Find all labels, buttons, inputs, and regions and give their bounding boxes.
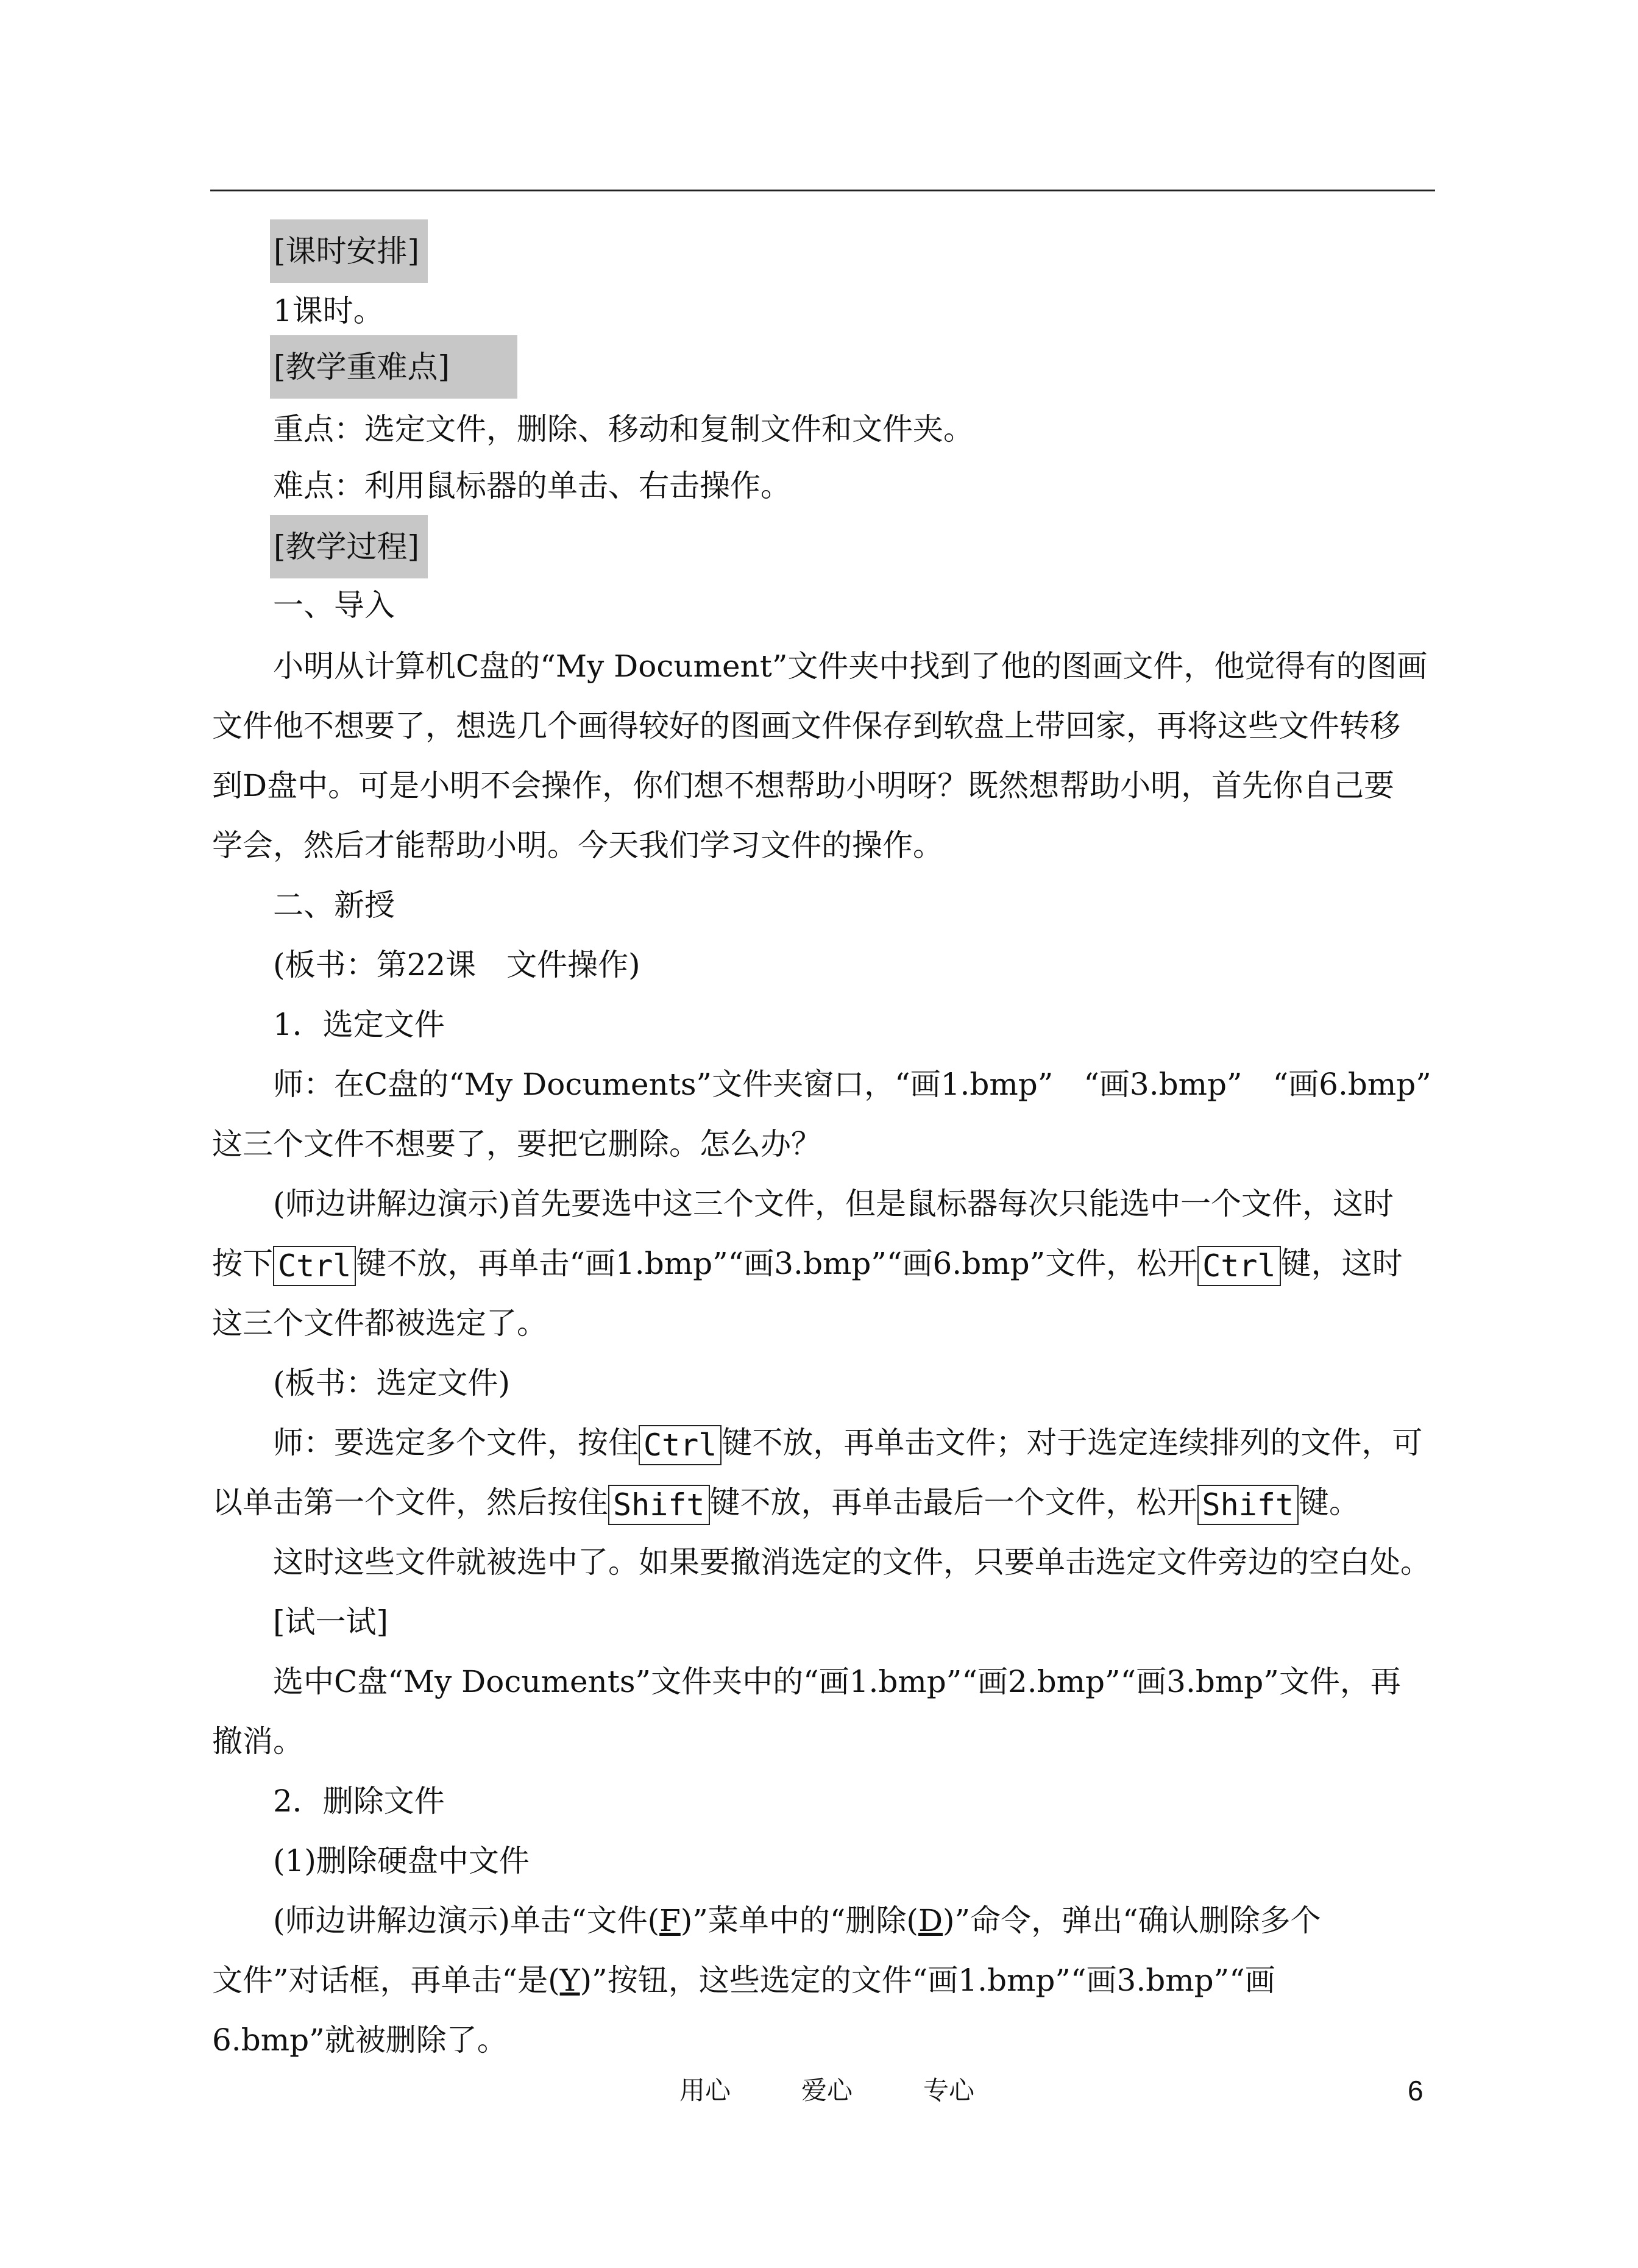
demo-text: 按下 bbox=[212, 1246, 273, 1281]
button-accelerator-y: Y bbox=[559, 1963, 580, 1998]
delete-demo-line bbox=[273, 1891, 1321, 1950]
difficulty-text: 难点：利用鼠标器的单击、右击操作。 bbox=[273, 468, 791, 503]
item-1-title: 1．选定文件 bbox=[273, 1007, 445, 1042]
delete-demo-line: 6.bmp”就被删除了。 bbox=[212, 2022, 508, 2058]
teacher-line bbox=[273, 1413, 1422, 1473]
teacher-line: 这三个文件不想要了，要把它删除。怎么办？ bbox=[212, 1126, 821, 1162]
intro-line: 小明从计算机C盘的“My Document”文件夹中找到了他的图画文件，他觉得有的图画 bbox=[273, 649, 1428, 684]
teacher-text: 键不放，再单击文件；对于选定连续排列的文件，可 bbox=[722, 1425, 1423, 1460]
intro-line: 到D盘中。可是小明不会操作，你们想不想帮助小明呀？既然想帮助小明，首先你自己要 bbox=[212, 768, 1395, 803]
item-2-subtitle: (1)删除硬盘中文件 bbox=[273, 1843, 530, 1879]
ctrl-key-label: Ctrl bbox=[1197, 1246, 1280, 1286]
key-point-text: 重点：选定文件，删除、移动和复制文件和文件夹。 bbox=[273, 411, 974, 447]
delete-text: 文件”对话框，再单击“是( bbox=[212, 1963, 560, 1998]
page-number: 6 bbox=[1408, 2075, 1424, 2106]
delete-demo-line bbox=[212, 1950, 1275, 2010]
board-note-select: (板书：选定文件) bbox=[273, 1365, 511, 1401]
cancel-text: 这时这些文件就被选中了。如果要撤消选定的文件，只要单击选定文件旁边的空白处。 bbox=[273, 1545, 1431, 1580]
header-rule bbox=[210, 190, 1435, 191]
intro-line: 文件他不想要了，想选几个画得较好的图画文件保存到软盘上带回家，再将这些文件转移 bbox=[212, 708, 1400, 744]
delete-text: )”按钮，这些选定的文件“画1.bmp”“画3.bmp”“画 bbox=[580, 1963, 1275, 1998]
heading-process: [教学过程] bbox=[270, 515, 428, 578]
demo-line: (师边讲解边演示)首先要选中这三个文件，但是鼠标器每次只能选中一个文件，这时 bbox=[273, 1186, 1394, 1221]
schedule-text: 1课时。 bbox=[273, 293, 384, 329]
menu-accelerator-d: D bbox=[918, 1903, 943, 1938]
shift-key-label: Shift bbox=[1197, 1485, 1299, 1525]
footer-word: 专心 bbox=[923, 2075, 975, 2105]
footer-word: 爱心 bbox=[801, 2075, 853, 2105]
demo-text: 键不放，再单击“画1.bmp”“画3.bmp”“画6.bmp”文件，松开 bbox=[356, 1246, 1198, 1281]
menu-accelerator-f: F bbox=[659, 1903, 681, 1938]
delete-text: (师边讲解边演示)单击“文件( bbox=[273, 1903, 660, 1938]
try-line: 选中C盘“My Documents”文件夹中的“画1.bmp”“画2.bmp”“画3.bmp”文件，再 bbox=[273, 1664, 1401, 1699]
delete-text: )”命令，弹出“确认删除多个 bbox=[943, 1903, 1321, 1938]
demo-line bbox=[212, 1234, 1403, 1293]
teacher-line: 师：在C盘的“My Documents”文件夹窗口，“画1.bmp” “画3.bmp” “画6.bmp” bbox=[273, 1067, 1431, 1102]
intro-line: 学会，然后才能帮助小明。今天我们学习文件的操作。 bbox=[212, 828, 943, 863]
try-line: 撤消。 bbox=[212, 1724, 303, 1759]
ctrl-key-label: Ctrl bbox=[273, 1246, 356, 1286]
teacher-text: 键。 bbox=[1299, 1485, 1360, 1520]
demo-line: 这三个文件都被选定了。 bbox=[212, 1306, 547, 1341]
shift-key-label: Shift bbox=[608, 1485, 710, 1525]
heading-schedule: [课时安排] bbox=[270, 219, 428, 283]
board-note-lesson: (板书：第22课 文件操作) bbox=[273, 947, 640, 983]
teacher-line bbox=[212, 1473, 1360, 1532]
item-2-title: 2．删除文件 bbox=[273, 1783, 445, 1819]
demo-text: 键，这时 bbox=[1280, 1246, 1403, 1281]
teacher-text: 师：要选定多个文件，按住 bbox=[273, 1425, 639, 1460]
footer-word: 用心 bbox=[679, 2075, 731, 2105]
heading-key-points: [教学重难点] bbox=[270, 335, 517, 399]
try-heading: [试一试] bbox=[273, 1604, 389, 1640]
delete-text: )”菜单中的“删除( bbox=[680, 1903, 918, 1938]
ctrl-key-label: Ctrl bbox=[639, 1425, 722, 1465]
teacher-text: 键不放，再单击最后一个文件，松开 bbox=[709, 1485, 1197, 1520]
section-1-title: 一、导入 bbox=[273, 588, 395, 623]
section-2-title: 二、新授 bbox=[273, 887, 395, 923]
teacher-text: 以单击第一个文件，然后按住 bbox=[212, 1485, 608, 1520]
